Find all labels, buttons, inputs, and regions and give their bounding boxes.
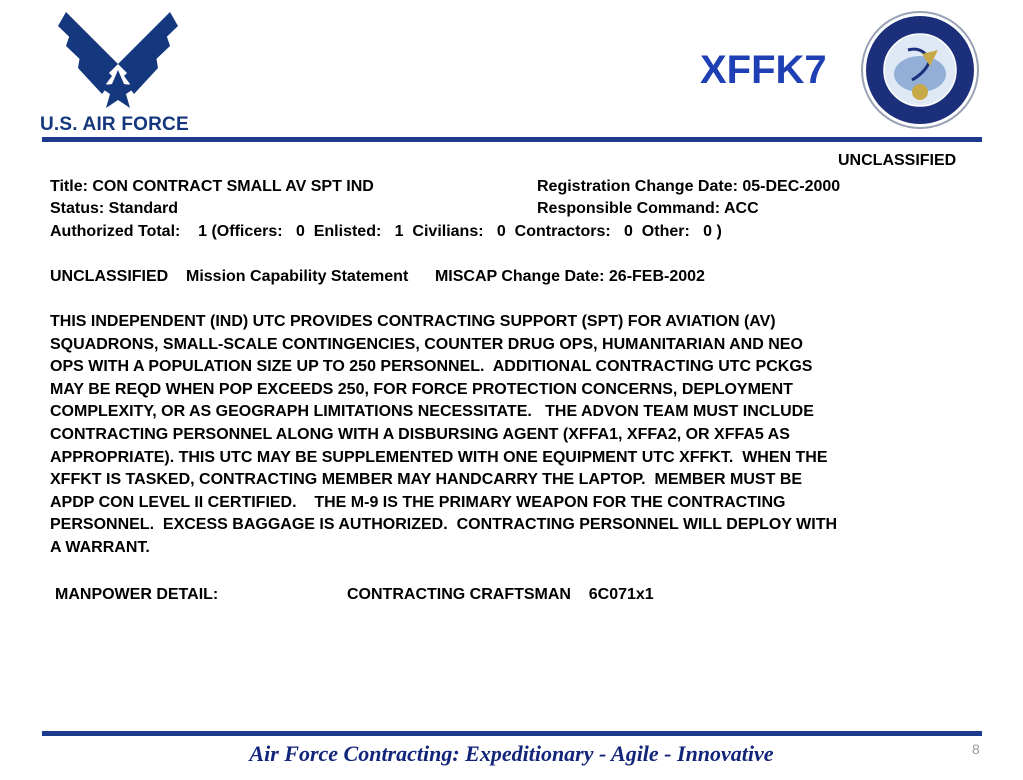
responsible-command: Responsible Command: ACC bbox=[537, 200, 759, 217]
statement-line: CONTRACTING PERSONNEL ALONG WITH A DISBURSING AGENT (XFFA1, XFFA2, OR XFFA5 AS bbox=[50, 425, 790, 443]
footer-tagline: Air Force Contracting: Expeditionary - Agile - Innovative bbox=[249, 741, 774, 766]
air-force-wordmark: U.S. AIR FORCE bbox=[40, 114, 189, 135]
registration-change-date: Registration Change Date: 05-DEC-2000 bbox=[537, 178, 841, 195]
footer-divider bbox=[42, 731, 982, 736]
statement-line: COMPLEXITY, OR AS GEOGRAPH LIMITATIONS NECESSITATE. THE ADVON TEAM MUST INCLUDE bbox=[50, 403, 814, 421]
header-divider bbox=[42, 137, 982, 142]
statement-line: A WARRANT. bbox=[50, 538, 150, 556]
statement-line: OPS WITH A POPULATION SIZE UP TO 250 PERSONNEL. ADDITIONAL CONTRACTING UTC PCKGS bbox=[50, 358, 813, 376]
statement-line: SQUADRONS, SMALL-SCALE CONTINGENCIES, COUNTER DRUG OPS, HUMANITARIAN AND NEO bbox=[50, 335, 803, 353]
mission-capability-header: UNCLASSIFIED Mission Capability Statement MISCAP Change Date: 26-FEB-2002 bbox=[50, 268, 705, 285]
statement-line: THIS INDEPENDENT (IND) UTC PROVIDES CONTRACTING SUPPORT (SPT) FOR AVIATION (AV) bbox=[50, 313, 776, 330]
classification-marking: UNCLASSIFIED bbox=[838, 152, 957, 169]
statement-line: PERSONNEL. EXCESS BAGGAGE IS AUTHORIZED. CONTRACTING PERSONNEL WILL DEPLOY WITH bbox=[50, 516, 838, 534]
air-force-contracting-seal-logo bbox=[860, 10, 980, 130]
manpower-detail-label: MANPOWER DETAIL: bbox=[55, 586, 219, 603]
mission-capability-statement bbox=[50, 311, 990, 560]
page-number: 8 bbox=[972, 741, 980, 757]
statement-line: APPROPRIATE). THIS UTC MAY BE SUPPLEMENTED WITH ONE EQUIPMENT UTC XFFKT. WHEN THE bbox=[50, 448, 828, 466]
slide-title: XFFK7 bbox=[700, 48, 827, 92]
utc-status: Status: Standard bbox=[50, 200, 179, 217]
statement-line: XFFKT IS TASKED, CONTRACTING MEMBER MAY HANDCARRY THE LAPTOP. MEMBER MUST BE bbox=[50, 471, 803, 489]
statement-line: MAY BE REQD WHEN POP EXCEEDS 250, FOR FORCE PROTECTION CONCERNS, DEPLOYMENT bbox=[50, 380, 793, 398]
utc-title: Title: CON CONTRACT SMALL AV SPT IND bbox=[50, 178, 374, 195]
manpower-detail-value: CONTRACTING CRAFTSMAN 6C071x1 bbox=[347, 586, 654, 603]
statement-line: APDP CON LEVEL II CERTIFIED. THE M-9 IS THE PRIMARY WEAPON FOR THE CONTRACTING bbox=[50, 493, 786, 511]
authorized-total: Authorized Total: 1 (Officers: 0 Enlisted: 1 Civilians: 0 Contractors: 0 Other: 0 ) bbox=[50, 223, 722, 240]
